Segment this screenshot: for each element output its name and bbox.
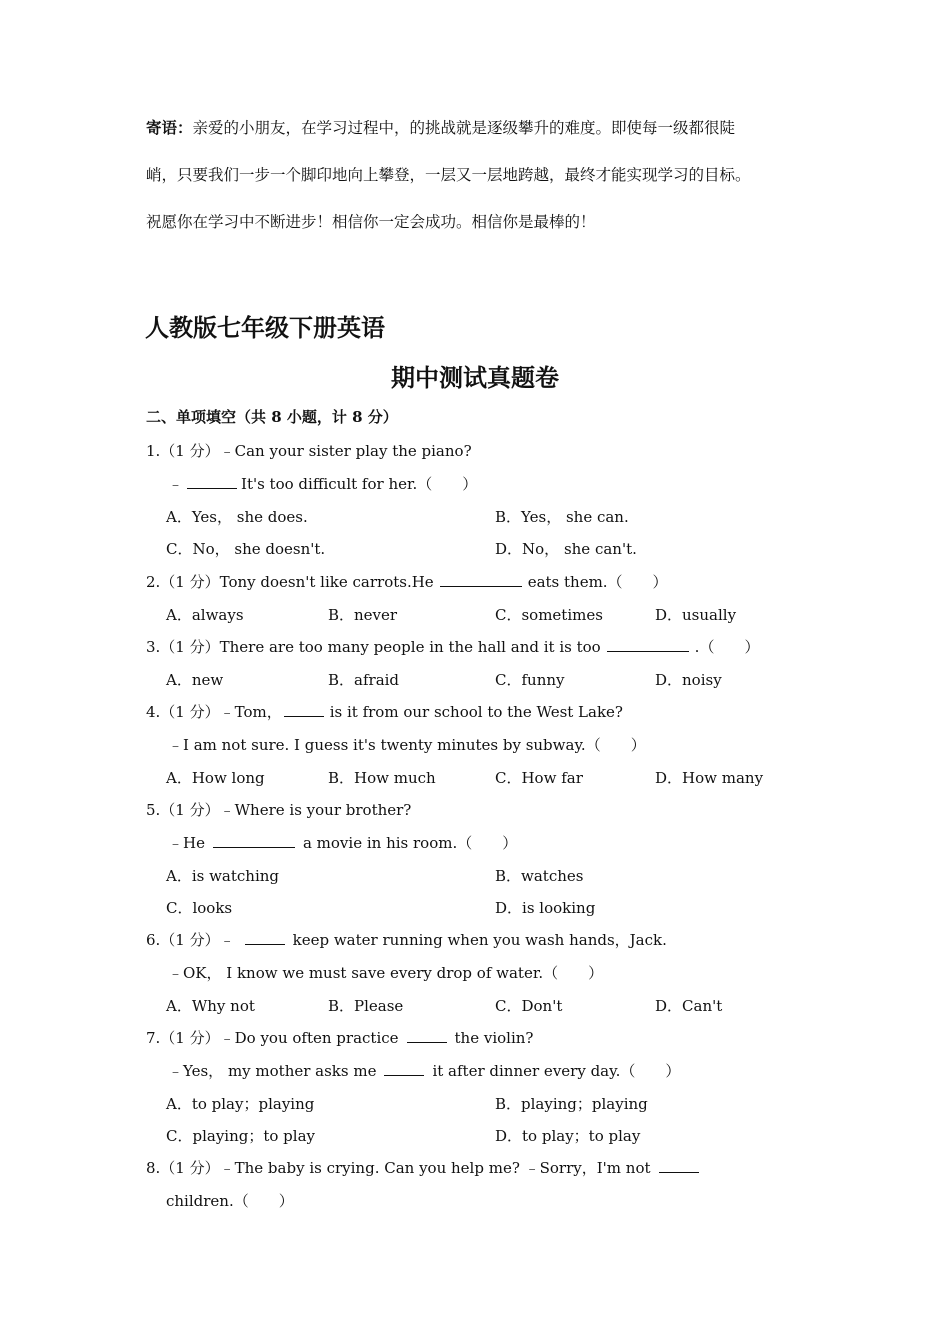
question-1-option-b: B．Yes， she can. (495, 508, 629, 526)
question-6-line-2: ﹣OK， I know we must save every drop of water.（ ） (168, 964, 604, 982)
question-6-option-d: D．Can't (655, 997, 723, 1015)
intro-line-1: 寄语：亲爱的小朋友，在学习过程中，的挑战就是逐级攀升的难度。即使每一级都很陡 (146, 118, 736, 137)
question-5-line-2: ﹣He a movie in his room.（ ） (168, 834, 518, 852)
question-6-option-b: B．Please (328, 997, 404, 1015)
page-title: 人教版七年级下册英语 (145, 313, 385, 342)
question-3-option-a: A．new (166, 671, 224, 689)
question-6-stem: 6.（1 分）﹣ keep water running when you wash hands，Jack. (146, 931, 667, 949)
question-6-option-c: C．Don't (495, 997, 563, 1015)
question-5-option-c: C．looks (166, 899, 233, 917)
page-subtitle: 期中测试真题卷 (391, 363, 559, 392)
section-heading: 二、单项填空（共 8 小题，计 8 分） (146, 408, 398, 426)
question-4-stem: 4.（1 分）﹣Tom， is it from our school to the West Lake? (146, 703, 623, 721)
answer-blank (284, 702, 324, 717)
question-4-option-d: D．How many (655, 769, 764, 787)
question-7-option-d: D．to play；to play (495, 1127, 641, 1145)
question-7-line-2: ﹣Yes， my mother asks me it after dinner every day.（ ） (168, 1062, 681, 1080)
question-7-option-a: A．to play；playing (166, 1095, 315, 1113)
question-5-stem: 5.（1 分）﹣Where is your brother? (146, 801, 412, 819)
question-2-option-b: B．never (328, 606, 398, 624)
question-1-line-2: ﹣ It's too difficult for her.（ ） (168, 475, 478, 493)
answer-blank (407, 1028, 447, 1043)
question-2-option-a: A．always (166, 606, 244, 624)
question-5-option-a: A．is watching (166, 867, 280, 885)
question-1-stem: 1.（1 分）﹣Can your sister play the piano? (146, 442, 472, 460)
intro-line-3: 祝愿你在学习中不断进步！相信你一定会成功。相信你是最棒的！ (146, 213, 596, 231)
answer-blank (384, 1061, 424, 1076)
question-1-option-c: C．No， she doesn't. (166, 540, 326, 558)
question-6-option-a: A．Why not (166, 997, 255, 1015)
intro-line-2: 峭，只要我们一步一个脚印地向上攀登，一层又一层地跨越，最终才能实现学习的目标。 (146, 166, 751, 184)
question-3-option-c: C．funny (495, 671, 565, 689)
question-4-line-2: ﹣I am not sure. I guess it's twenty minutes by subway.（ ） (168, 736, 646, 754)
question-7-option-c: C．playing；to play (166, 1127, 315, 1145)
question-4-option-a: A．How long (166, 769, 265, 787)
question-7-option-b: B．playing；playing (495, 1095, 648, 1113)
answer-blank (440, 572, 522, 587)
answer-blank (245, 930, 285, 945)
answer-blank (659, 1158, 699, 1173)
question-3-stem: 3.（1 分）There are too many people in the hall and it is too .（ ） (146, 638, 760, 656)
question-3-option-d: D．noisy (655, 671, 722, 689)
question-8-line-2: children.（ ） (166, 1192, 294, 1210)
question-2-option-d: D．usually (655, 606, 737, 624)
question-3-option-b: B．afraid (328, 671, 400, 689)
intro-label: 寄语： (146, 118, 193, 137)
question-7-stem: 7.（1 分）﹣Do you often practice the violin? (146, 1029, 534, 1047)
question-1-option-d: D．No， she can't. (495, 540, 637, 558)
answer-blank (187, 474, 237, 489)
question-2-stem: 2.（1 分）Tony doesn't like carrots.He eats them.（ ） (146, 573, 668, 591)
question-8-stem: 8.（1 分）﹣The baby is crying. Can you help me? ﹣Sorry，I'm not (146, 1157, 707, 1178)
question-1-option-a: A．Yes， she does. (166, 508, 308, 526)
question-5-option-b: B．watches (495, 867, 584, 885)
answer-blank (607, 637, 689, 652)
question-4-option-c: C．How far (495, 769, 583, 787)
answer-blank (213, 833, 295, 848)
question-2-option-c: C．sometimes (495, 606, 603, 624)
question-4-option-b: B．How much (328, 769, 436, 787)
question-5-option-d: D．is looking (495, 899, 596, 917)
